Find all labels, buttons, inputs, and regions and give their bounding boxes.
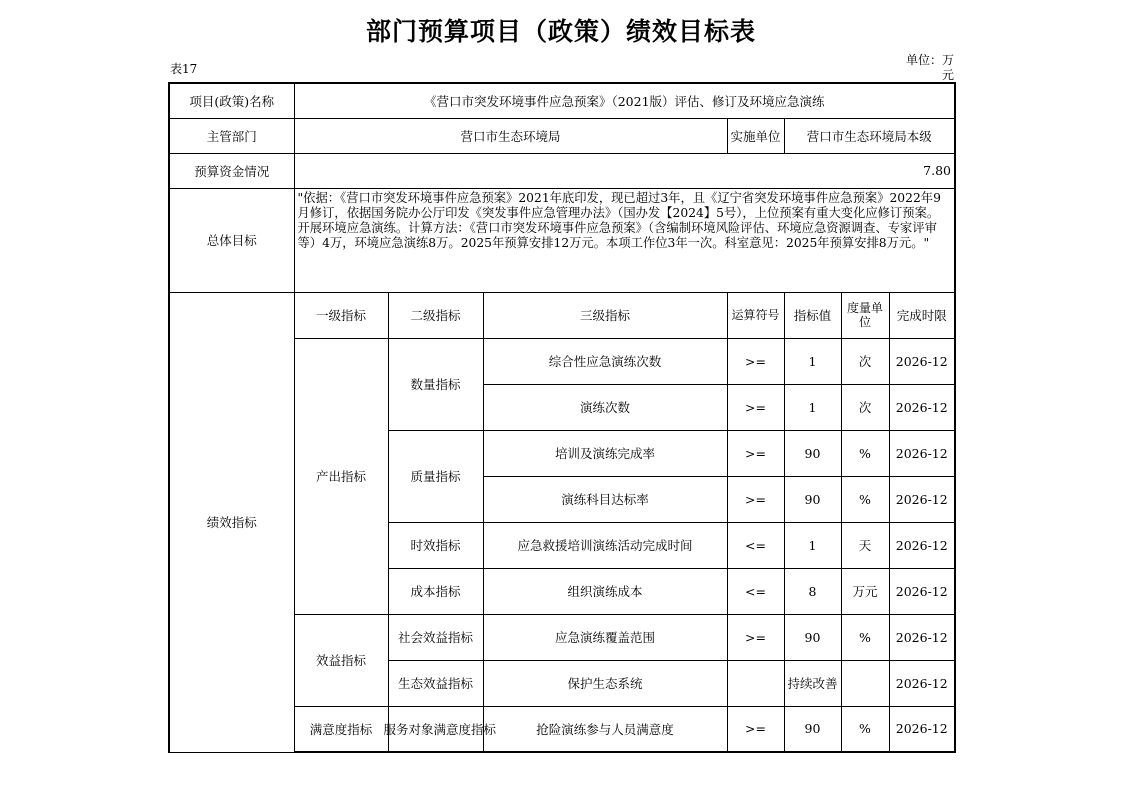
- table-number: 表17: [170, 62, 198, 76]
- header-level3: 三级指标: [483, 292, 727, 338]
- indicator-operator: >=: [727, 476, 784, 522]
- header-operator: 运算符号: [727, 292, 784, 338]
- project-name-label: 项目(政策)名称: [169, 83, 294, 118]
- indicator-value: 1: [784, 384, 841, 430]
- indicator-value: 1: [784, 338, 841, 384]
- page-title: 部门预算项目（政策）绩效目标表: [365, 17, 756, 46]
- indicator-value: 1: [784, 522, 841, 568]
- social-benefit-indicator: 社会效益指标: [388, 614, 483, 660]
- indicator-name: 综合性应急演练次数: [483, 338, 727, 384]
- indicator-value: 90: [784, 476, 841, 522]
- indicator-name: 演练次数: [483, 384, 727, 430]
- indicator-name: 保护生态系统: [483, 660, 727, 706]
- indicator-unit: %: [841, 476, 889, 522]
- eco-benefit-indicator: 生态效益指标: [388, 660, 483, 706]
- indicator-name: 抢险演练参与人员满意度: [483, 706, 727, 752]
- unit-suffix: 元: [941, 68, 954, 82]
- project-name-value: 《营口市突发环境事件应急预案》（2021版）评估、修订及环境应急演练: [294, 83, 955, 118]
- unit-label: 单位：万: [905, 53, 954, 67]
- indicator-operator: [727, 660, 784, 706]
- overall-goal-label: 总体目标: [169, 188, 294, 292]
- indicator-deadline: 2026-12: [889, 522, 955, 568]
- indicator-deadline: 2026-12: [889, 660, 955, 706]
- indicator-unit: %: [841, 706, 889, 752]
- indicator-deadline: 2026-12: [889, 706, 955, 752]
- service-satisfaction-indicator: 服务对象满意度指标: [388, 706, 483, 752]
- department-label: 主管部门: [169, 118, 294, 153]
- department-row: [169, 118, 955, 153]
- indicator-value: 90: [784, 706, 841, 752]
- indicator-value: 90: [784, 430, 841, 476]
- indicator-deadline: 2026-12: [889, 614, 955, 660]
- indicator-deadline: 2026-12: [889, 568, 955, 614]
- benefit-indicator: 效益指标: [294, 614, 388, 706]
- indicator-header-row: [169, 292, 955, 338]
- indicator-value: 8: [784, 568, 841, 614]
- performance-indicator-label: 绩效指标: [169, 292, 294, 752]
- indicator-unit: 次: [841, 338, 889, 384]
- indicator-unit: 万元: [841, 568, 889, 614]
- quantity-indicator: 数量指标: [388, 338, 483, 430]
- indicator-name: 应急救援培训演练活动完成时间: [483, 522, 727, 568]
- quality-indicator: 质量指标: [388, 430, 483, 522]
- indicator-unit: %: [841, 614, 889, 660]
- indicator-deadline: 2026-12: [889, 430, 955, 476]
- indicator-name: 培训及演练完成率: [483, 430, 727, 476]
- satisfaction-indicator: 满意度指标: [294, 706, 388, 752]
- overall-goal-row: [169, 188, 955, 292]
- indicator-operator: >=: [727, 430, 784, 476]
- indicator-operator: <=: [727, 568, 784, 614]
- indicator-deadline: 2026-12: [889, 338, 955, 384]
- indicator-operator: >=: [727, 614, 784, 660]
- indicator-name: 组织演练成本: [483, 568, 727, 614]
- indicator-operator: >=: [727, 338, 784, 384]
- header-unit: 度量单位: [841, 292, 889, 338]
- budget-value: 7.80: [294, 153, 955, 188]
- header-deadline: 完成时限: [889, 292, 955, 338]
- indicator-unit: 次: [841, 384, 889, 430]
- indicator-deadline: 2026-12: [889, 384, 955, 430]
- project-name-row: [169, 83, 955, 118]
- output-indicator: 产出指标: [294, 338, 388, 614]
- implementing-unit-label: 实施单位: [727, 118, 784, 153]
- indicator-value: 90: [784, 614, 841, 660]
- department-value: 营口市生态环境局: [294, 118, 727, 153]
- header-value: 指标值: [784, 292, 841, 338]
- budget-label: 预算资金情况: [169, 153, 294, 188]
- timeliness-indicator: 时效指标: [388, 522, 483, 568]
- performance-table: [168, 82, 956, 753]
- header-level1: 一级指标: [294, 292, 388, 338]
- cost-indicator: 成本指标: [388, 568, 483, 614]
- indicator-unit: %: [841, 430, 889, 476]
- indicator-name: 演练科目达标率: [483, 476, 727, 522]
- unit-note: [896, 53, 954, 83]
- budget-row: [169, 153, 955, 188]
- overall-goal-text: "依据：《营口市突发环境事件应急预案》2021年底印发，现已超过3年，且《辽宁省突发环境事件应急预案》2022年9月修订，依据国务院办公厅印发《突发事件应急管理办法》（国办发【2024】5号），上位预案有重大变化应修订预案。开展环境应急演练。计算方法：《营口市突发环境事件应急预案》（含编制环境风险评估、环境应急资源调查、专家评审等）4万，环境应急演练8万。2025年预算安排12万元。本项工作位3年一次。科室意见：2025年预算安排8万元。": [294, 188, 955, 292]
- header-level2: 二级指标: [388, 292, 483, 338]
- indicator-unit: [841, 660, 889, 706]
- implementing-unit-value: 营口市生态环境局本级: [784, 118, 955, 153]
- indicator-operator: <=: [727, 522, 784, 568]
- indicator-operator: >=: [727, 384, 784, 430]
- indicator-value: 持续改善: [784, 660, 841, 706]
- indicator-name: 应急演练覆盖范围: [483, 614, 727, 660]
- indicator-operator: >=: [727, 706, 784, 752]
- indicator-deadline: 2026-12: [889, 476, 955, 522]
- indicator-unit: 天: [841, 522, 889, 568]
